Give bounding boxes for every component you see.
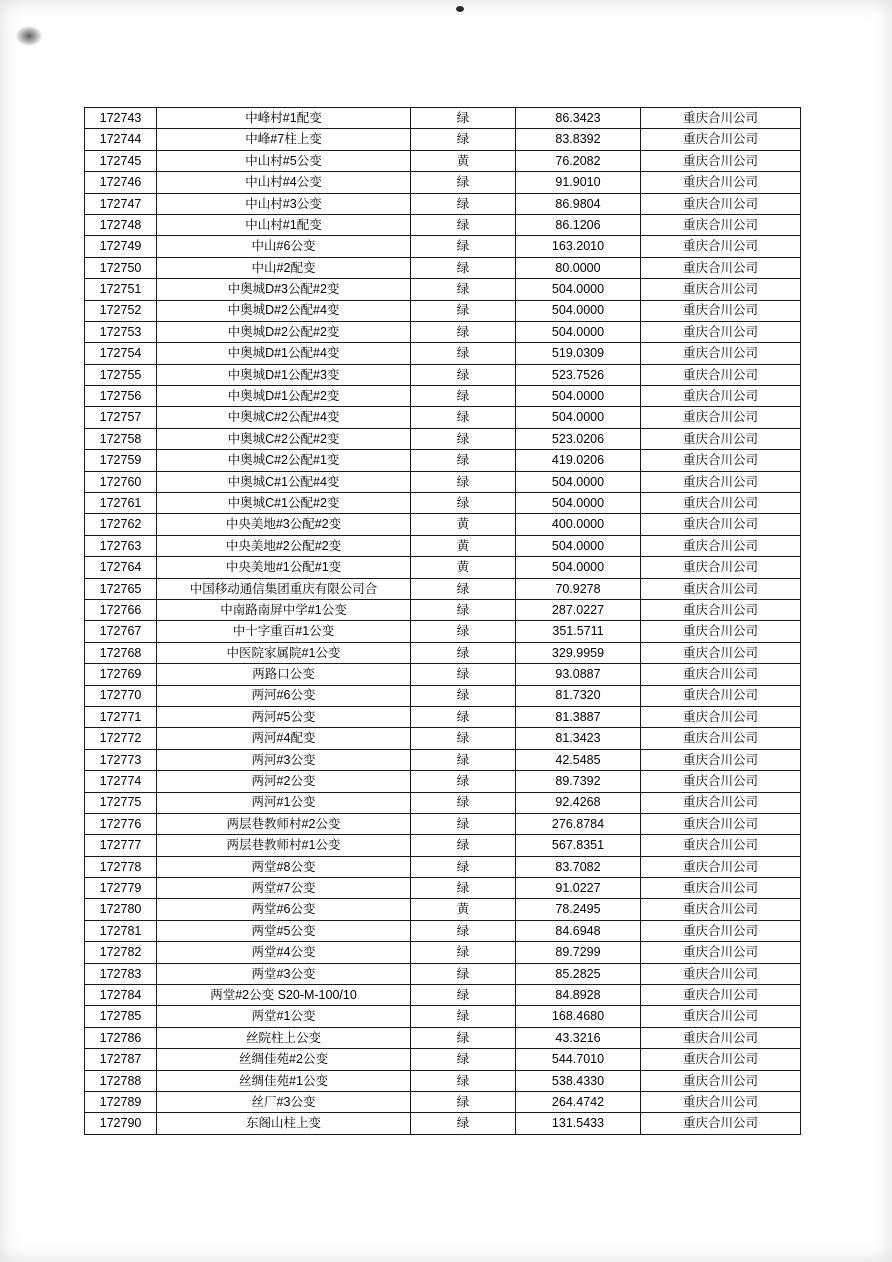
cell-name: 中奥城D#3公配#2变 xyxy=(157,279,411,300)
cell-id: 172766 xyxy=(85,599,157,620)
cell-company: 重庆合川公司 xyxy=(641,1113,801,1134)
cell-name: 中山村#5公变 xyxy=(157,150,411,171)
cell-status: 黄 xyxy=(411,514,516,535)
cell-id: 172744 xyxy=(85,129,157,150)
cell-value: 504.0000 xyxy=(516,407,641,428)
cell-company: 重庆合川公司 xyxy=(641,321,801,342)
table-row xyxy=(85,129,801,150)
cell-value: 504.0000 xyxy=(516,471,641,492)
cell-id: 172773 xyxy=(85,749,157,770)
table-row xyxy=(85,193,801,214)
table-row xyxy=(85,493,801,514)
cell-value: 86.9804 xyxy=(516,193,641,214)
table-row xyxy=(85,1091,801,1112)
cell-company: 重庆合川公司 xyxy=(641,963,801,984)
table-row xyxy=(85,1113,801,1134)
table-row xyxy=(85,214,801,235)
cell-value: 329.9959 xyxy=(516,642,641,663)
cell-company: 重庆合川公司 xyxy=(641,257,801,278)
cell-company: 重庆合川公司 xyxy=(641,428,801,449)
table-row xyxy=(85,642,801,663)
cell-name: 两层巷教师村#1公变 xyxy=(157,835,411,856)
cell-name: 两路口公变 xyxy=(157,664,411,685)
cell-name: 两堂#8公变 xyxy=(157,856,411,877)
cell-value: 89.7392 xyxy=(516,771,641,792)
cell-company: 重庆合川公司 xyxy=(641,407,801,428)
cell-id: 172753 xyxy=(85,321,157,342)
cell-value: 81.3423 xyxy=(516,728,641,749)
cell-company: 重庆合川公司 xyxy=(641,535,801,556)
cell-id: 172743 xyxy=(85,108,157,129)
cell-company: 重庆合川公司 xyxy=(641,1049,801,1070)
cell-company: 重庆合川公司 xyxy=(641,343,801,364)
cell-company: 重庆合川公司 xyxy=(641,150,801,171)
cell-company: 重庆合川公司 xyxy=(641,792,801,813)
cell-id: 172751 xyxy=(85,279,157,300)
cell-company: 重庆合川公司 xyxy=(641,749,801,770)
table-row xyxy=(85,771,801,792)
cell-company: 重庆合川公司 xyxy=(641,1027,801,1048)
cell-id: 172771 xyxy=(85,706,157,727)
cell-id: 172782 xyxy=(85,942,157,963)
table-row xyxy=(85,471,801,492)
table-row xyxy=(85,279,801,300)
cell-status: 绿 xyxy=(411,706,516,727)
cell-status: 绿 xyxy=(411,450,516,471)
cell-status: 绿 xyxy=(411,172,516,193)
cell-name: 中奥城C#2公配#4变 xyxy=(157,407,411,428)
cell-status: 绿 xyxy=(411,621,516,642)
cell-id: 172787 xyxy=(85,1049,157,1070)
cell-status: 绿 xyxy=(411,129,516,150)
cell-id: 172778 xyxy=(85,856,157,877)
cell-name: 中央美地#2公配#2变 xyxy=(157,535,411,556)
cell-company: 重庆合川公司 xyxy=(641,450,801,471)
cell-company: 重庆合川公司 xyxy=(641,942,801,963)
cell-status: 绿 xyxy=(411,878,516,899)
cell-name: 两堂#5公变 xyxy=(157,920,411,941)
cell-value: 91.0227 xyxy=(516,878,641,899)
cell-value: 131.5433 xyxy=(516,1113,641,1134)
cell-id: 172770 xyxy=(85,685,157,706)
table-row xyxy=(85,878,801,899)
cell-name: 中奥城D#1公配#2变 xyxy=(157,386,411,407)
cell-status: 绿 xyxy=(411,214,516,235)
cell-name: 中峰#7柱上变 xyxy=(157,129,411,150)
cell-name: 丝院柱上公变 xyxy=(157,1027,411,1048)
table-row xyxy=(85,386,801,407)
cell-name: 丝厂#3公变 xyxy=(157,1091,411,1112)
cell-status: 绿 xyxy=(411,343,516,364)
cell-value: 400.0000 xyxy=(516,514,641,535)
cell-id: 172777 xyxy=(85,835,157,856)
cell-name: 两堂#1公变 xyxy=(157,1006,411,1027)
cell-status: 绿 xyxy=(411,771,516,792)
cell-value: 86.1206 xyxy=(516,214,641,235)
cell-company: 重庆合川公司 xyxy=(641,642,801,663)
cell-value: 84.8928 xyxy=(516,985,641,1006)
cell-name: 中山#2配变 xyxy=(157,257,411,278)
cell-id: 172765 xyxy=(85,578,157,599)
cell-id: 172763 xyxy=(85,535,157,556)
cell-value: 538.4330 xyxy=(516,1070,641,1091)
cell-name: 中央美地#1公配#1变 xyxy=(157,557,411,578)
cell-company: 重庆合川公司 xyxy=(641,557,801,578)
cell-name: 中奥城D#2公配#2变 xyxy=(157,321,411,342)
cell-name: 两层巷教师村#2公变 xyxy=(157,813,411,834)
cell-id: 172790 xyxy=(85,1113,157,1134)
cell-id: 172749 xyxy=(85,236,157,257)
cell-name: 中奥城C#1公配#2变 xyxy=(157,493,411,514)
table-row xyxy=(85,706,801,727)
cell-status: 绿 xyxy=(411,1113,516,1134)
cell-status: 黄 xyxy=(411,150,516,171)
table-row xyxy=(85,343,801,364)
cell-value: 504.0000 xyxy=(516,279,641,300)
cell-company: 重庆合川公司 xyxy=(641,236,801,257)
cell-company: 重庆合川公司 xyxy=(641,514,801,535)
cell-status: 黄 xyxy=(411,557,516,578)
cell-status: 绿 xyxy=(411,493,516,514)
cell-value: 276.8784 xyxy=(516,813,641,834)
cell-name: 中央美地#3公配#2变 xyxy=(157,514,411,535)
cell-company: 重庆合川公司 xyxy=(641,899,801,920)
cell-status: 绿 xyxy=(411,664,516,685)
cell-status: 绿 xyxy=(411,108,516,129)
cell-company: 重庆合川公司 xyxy=(641,364,801,385)
cell-value: 264.4742 xyxy=(516,1091,641,1112)
cell-name: 两河#2公变 xyxy=(157,771,411,792)
cell-name: 丝绸佳苑#1公变 xyxy=(157,1070,411,1091)
cell-status: 绿 xyxy=(411,236,516,257)
cell-company: 重庆合川公司 xyxy=(641,493,801,514)
cell-value: 43.3216 xyxy=(516,1027,641,1048)
cell-name: 中国移动通信集团重庆有限公司合 xyxy=(157,578,411,599)
cell-company: 重庆合川公司 xyxy=(641,108,801,129)
table-row xyxy=(85,172,801,193)
table-row xyxy=(85,835,801,856)
cell-value: 419.0206 xyxy=(516,450,641,471)
table-row xyxy=(85,920,801,941)
cell-id: 172768 xyxy=(85,642,157,663)
cell-status: 绿 xyxy=(411,1006,516,1027)
table-row xyxy=(85,300,801,321)
cell-name: 两堂#7公变 xyxy=(157,878,411,899)
cell-id: 172788 xyxy=(85,1070,157,1091)
table-row xyxy=(85,749,801,770)
cell-status: 绿 xyxy=(411,578,516,599)
cell-value: 93.0887 xyxy=(516,664,641,685)
cell-status: 绿 xyxy=(411,1091,516,1112)
table-row xyxy=(85,578,801,599)
cell-name: 中奥城C#1公配#4变 xyxy=(157,471,411,492)
cell-company: 重庆合川公司 xyxy=(641,856,801,877)
table-row xyxy=(85,257,801,278)
cell-status: 绿 xyxy=(411,835,516,856)
cell-company: 重庆合川公司 xyxy=(641,1091,801,1112)
cell-status: 绿 xyxy=(411,257,516,278)
cell-status: 绿 xyxy=(411,300,516,321)
table-row xyxy=(85,407,801,428)
cell-id: 172769 xyxy=(85,664,157,685)
cell-value: 83.7082 xyxy=(516,856,641,877)
cell-value: 504.0000 xyxy=(516,535,641,556)
cell-name: 中奥城C#2公配#1变 xyxy=(157,450,411,471)
cell-id: 172780 xyxy=(85,899,157,920)
cell-name: 两堂#3公变 xyxy=(157,963,411,984)
cell-status: 绿 xyxy=(411,279,516,300)
cell-value: 83.8392 xyxy=(516,129,641,150)
table-row xyxy=(85,514,801,535)
table-row xyxy=(85,450,801,471)
cell-id: 172784 xyxy=(85,985,157,1006)
cell-status: 绿 xyxy=(411,792,516,813)
cell-name: 中山#6公变 xyxy=(157,236,411,257)
cell-name: 中山村#1配变 xyxy=(157,214,411,235)
cell-value: 504.0000 xyxy=(516,493,641,514)
cell-id: 172754 xyxy=(85,343,157,364)
cell-id: 172764 xyxy=(85,557,157,578)
cell-value: 567.8351 xyxy=(516,835,641,856)
cell-status: 绿 xyxy=(411,471,516,492)
cell-company: 重庆合川公司 xyxy=(641,599,801,620)
cell-name: 两河#3公变 xyxy=(157,749,411,770)
cell-value: 504.0000 xyxy=(516,300,641,321)
cell-name: 中十字重百#1公变 xyxy=(157,621,411,642)
cell-value: 76.2082 xyxy=(516,150,641,171)
cell-value: 504.0000 xyxy=(516,321,641,342)
table-row xyxy=(85,108,801,129)
scan-speck-artifact xyxy=(456,6,464,12)
cell-status: 绿 xyxy=(411,193,516,214)
cell-status: 绿 xyxy=(411,813,516,834)
table-row xyxy=(85,813,801,834)
cell-value: 80.0000 xyxy=(516,257,641,278)
cell-company: 重庆合川公司 xyxy=(641,172,801,193)
cell-company: 重庆合川公司 xyxy=(641,664,801,685)
cell-value: 168.4680 xyxy=(516,1006,641,1027)
cell-company: 重庆合川公司 xyxy=(641,920,801,941)
cell-id: 172745 xyxy=(85,150,157,171)
cell-company: 重庆合川公司 xyxy=(641,386,801,407)
cell-id: 172767 xyxy=(85,621,157,642)
cell-status: 绿 xyxy=(411,685,516,706)
cell-name: 中奥城D#1公配#4变 xyxy=(157,343,411,364)
cell-status: 绿 xyxy=(411,407,516,428)
table-row xyxy=(85,1027,801,1048)
cell-status: 绿 xyxy=(411,1070,516,1091)
table-row xyxy=(85,535,801,556)
cell-name: 中奥城D#1公配#3变 xyxy=(157,364,411,385)
cell-name: 中山村#4公变 xyxy=(157,172,411,193)
cell-status: 绿 xyxy=(411,728,516,749)
table-row xyxy=(85,621,801,642)
table-row xyxy=(85,728,801,749)
table-row xyxy=(85,985,801,1006)
cell-value: 163.2010 xyxy=(516,236,641,257)
table-row xyxy=(85,963,801,984)
cell-value: 85.2825 xyxy=(516,963,641,984)
cell-company: 重庆合川公司 xyxy=(641,279,801,300)
cell-name: 两堂#2公变 S20-M-100/10 xyxy=(157,985,411,1006)
cell-id: 172747 xyxy=(85,193,157,214)
cell-company: 重庆合川公司 xyxy=(641,1006,801,1027)
cell-status: 绿 xyxy=(411,599,516,620)
cell-company: 重庆合川公司 xyxy=(641,621,801,642)
cell-name: 两河#6公变 xyxy=(157,685,411,706)
cell-value: 504.0000 xyxy=(516,386,641,407)
cell-status: 黄 xyxy=(411,535,516,556)
cell-name: 两河#4配变 xyxy=(157,728,411,749)
cell-name: 两堂#6公变 xyxy=(157,899,411,920)
cell-company: 重庆合川公司 xyxy=(641,129,801,150)
cell-id: 172750 xyxy=(85,257,157,278)
cell-company: 重庆合川公司 xyxy=(641,300,801,321)
cell-company: 重庆合川公司 xyxy=(641,835,801,856)
cell-name: 中南路南屏中学#1公变 xyxy=(157,599,411,620)
cell-id: 172748 xyxy=(85,214,157,235)
cell-value: 287.0227 xyxy=(516,599,641,620)
cell-company: 重庆合川公司 xyxy=(641,685,801,706)
cell-value: 351.5711 xyxy=(516,621,641,642)
cell-name: 中奥城D#2公配#4变 xyxy=(157,300,411,321)
cell-name: 两河#5公变 xyxy=(157,706,411,727)
cell-company: 重庆合川公司 xyxy=(641,706,801,727)
cell-id: 172759 xyxy=(85,450,157,471)
cell-status: 绿 xyxy=(411,942,516,963)
cell-value: 81.3887 xyxy=(516,706,641,727)
cell-status: 绿 xyxy=(411,364,516,385)
scan-smudge-artifact xyxy=(16,26,42,46)
transformer-data-table xyxy=(84,107,801,1135)
cell-company: 重庆合川公司 xyxy=(641,214,801,235)
cell-id: 172752 xyxy=(85,300,157,321)
cell-name: 中山村#3公变 xyxy=(157,193,411,214)
cell-value: 70.9278 xyxy=(516,578,641,599)
cell-status: 黄 xyxy=(411,899,516,920)
cell-status: 绿 xyxy=(411,856,516,877)
table-row xyxy=(85,557,801,578)
cell-value: 523.7526 xyxy=(516,364,641,385)
cell-value: 519.0309 xyxy=(516,343,641,364)
table-row xyxy=(85,150,801,171)
table-row xyxy=(85,1006,801,1027)
cell-value: 42.5485 xyxy=(516,749,641,770)
table-row xyxy=(85,792,801,813)
cell-status: 绿 xyxy=(411,985,516,1006)
cell-name: 中奥城C#2公配#2变 xyxy=(157,428,411,449)
cell-id: 172772 xyxy=(85,728,157,749)
cell-name: 东阁山柱上变 xyxy=(157,1113,411,1134)
cell-id: 172756 xyxy=(85,386,157,407)
table-body xyxy=(85,108,801,1135)
cell-value: 504.0000 xyxy=(516,557,641,578)
cell-id: 172746 xyxy=(85,172,157,193)
cell-name: 丝绸佳苑#2公变 xyxy=(157,1049,411,1070)
table-row xyxy=(85,685,801,706)
cell-id: 172762 xyxy=(85,514,157,535)
cell-id: 172760 xyxy=(85,471,157,492)
table-row xyxy=(85,856,801,877)
cell-company: 重庆合川公司 xyxy=(641,985,801,1006)
cell-id: 172755 xyxy=(85,364,157,385)
table-row xyxy=(85,664,801,685)
cell-status: 绿 xyxy=(411,642,516,663)
cell-value: 86.3423 xyxy=(516,108,641,129)
cell-value: 78.2495 xyxy=(516,899,641,920)
cell-name: 中峰村#1配变 xyxy=(157,108,411,129)
cell-id: 172786 xyxy=(85,1027,157,1048)
cell-status: 绿 xyxy=(411,428,516,449)
cell-name: 两堂#4公变 xyxy=(157,942,411,963)
cell-status: 绿 xyxy=(411,1049,516,1070)
cell-status: 绿 xyxy=(411,386,516,407)
cell-company: 重庆合川公司 xyxy=(641,578,801,599)
cell-value: 523.0206 xyxy=(516,428,641,449)
cell-value: 91.9010 xyxy=(516,172,641,193)
cell-id: 172781 xyxy=(85,920,157,941)
cell-company: 重庆合川公司 xyxy=(641,1070,801,1091)
cell-id: 172774 xyxy=(85,771,157,792)
cell-company: 重庆合川公司 xyxy=(641,193,801,214)
table-row xyxy=(85,1049,801,1070)
cell-id: 172758 xyxy=(85,428,157,449)
table-row xyxy=(85,321,801,342)
cell-id: 172785 xyxy=(85,1006,157,1027)
cell-name: 中医院家属院#1公变 xyxy=(157,642,411,663)
cell-value: 89.7299 xyxy=(516,942,641,963)
cell-value: 84.6948 xyxy=(516,920,641,941)
cell-id: 172783 xyxy=(85,963,157,984)
table-row xyxy=(85,236,801,257)
table-row xyxy=(85,1070,801,1091)
cell-id: 172761 xyxy=(85,493,157,514)
cell-id: 172776 xyxy=(85,813,157,834)
cell-id: 172775 xyxy=(85,792,157,813)
cell-company: 重庆合川公司 xyxy=(641,878,801,899)
cell-status: 绿 xyxy=(411,1027,516,1048)
table-row xyxy=(85,942,801,963)
cell-status: 绿 xyxy=(411,963,516,984)
cell-id: 172789 xyxy=(85,1091,157,1112)
cell-company: 重庆合川公司 xyxy=(641,471,801,492)
cell-value: 81.7320 xyxy=(516,685,641,706)
table-row xyxy=(85,364,801,385)
table-row xyxy=(85,599,801,620)
cell-status: 绿 xyxy=(411,920,516,941)
cell-id: 172779 xyxy=(85,878,157,899)
cell-company: 重庆合川公司 xyxy=(641,771,801,792)
cell-name: 两河#1公变 xyxy=(157,792,411,813)
table-row xyxy=(85,899,801,920)
cell-status: 绿 xyxy=(411,749,516,770)
cell-company: 重庆合川公司 xyxy=(641,728,801,749)
cell-id: 172757 xyxy=(85,407,157,428)
cell-value: 544.7010 xyxy=(516,1049,641,1070)
cell-status: 绿 xyxy=(411,321,516,342)
table-row xyxy=(85,428,801,449)
cell-company: 重庆合川公司 xyxy=(641,813,801,834)
cell-value: 92.4268 xyxy=(516,792,641,813)
